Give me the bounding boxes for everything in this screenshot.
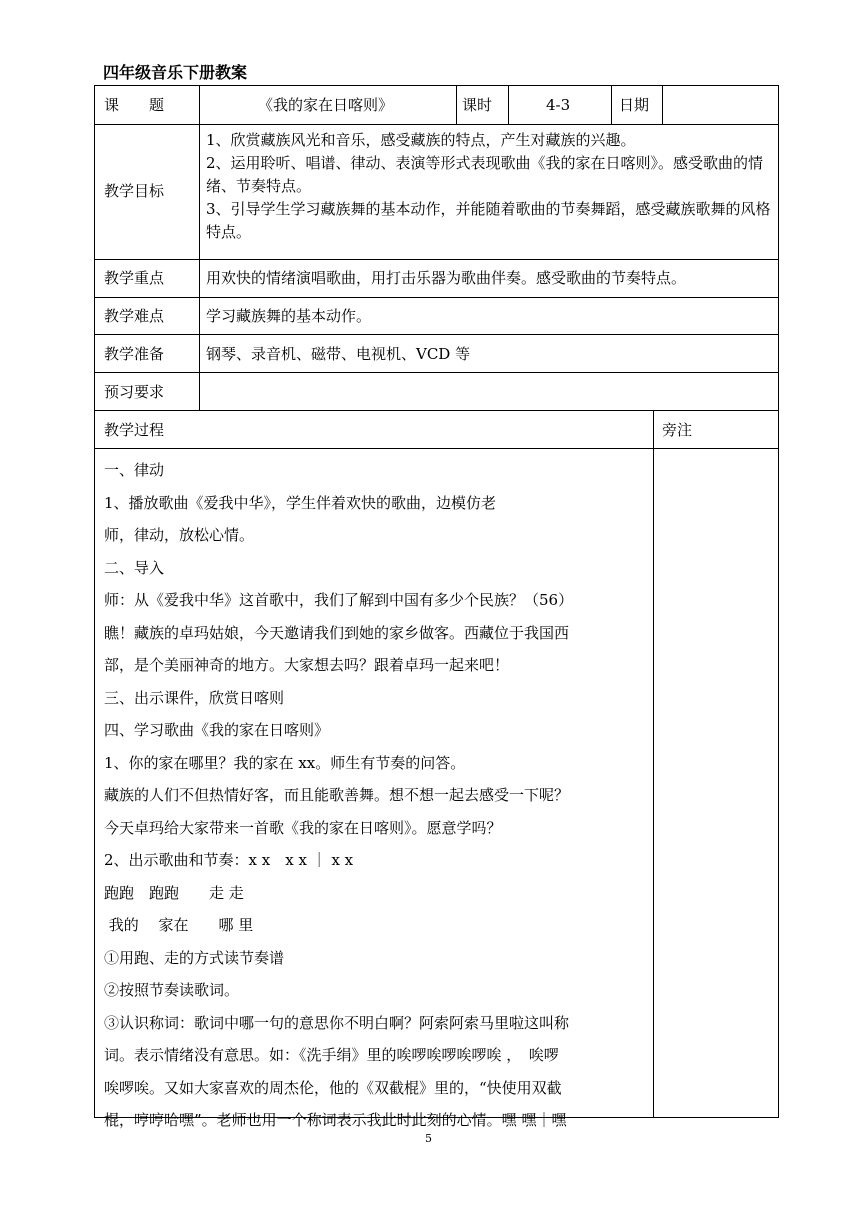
row-divider	[94, 334, 779, 335]
process-line: 1、你的家在哪里？我的家在 xx。师生有节奏的问答。	[104, 753, 466, 772]
process-line: 1、播放歌曲《爱我中华》，学生伴着欢快的歌曲，边模仿老	[104, 493, 497, 512]
column-divider	[662, 85, 663, 124]
goals-content	[206, 129, 772, 244]
process-line: 一、律动	[104, 461, 165, 479]
goal-item: 1、欣赏藏族风光和音乐，感受藏族的特点，产生对藏族的兴趣。	[206, 131, 636, 149]
process-line: ①用跑、走的方式读节奏谱	[104, 948, 285, 967]
preparation-label: 教学准备	[104, 345, 165, 363]
process-line: ③认识称词：歌词中哪一句的意思你不明白啊？阿索阿索马里啦这叫称	[104, 1013, 570, 1032]
period-label: 课时	[462, 96, 493, 114]
process-line: 二、导入	[104, 558, 165, 577]
process-line: 2、出示歌曲和节奏：x x x x ｜ x x	[104, 851, 354, 869]
process-line: 词。表示情绪没有意思。如：《洗手绢》里的唉啰唉啰唉啰唉 ， 唉啰	[104, 1046, 559, 1064]
column-divider	[611, 85, 612, 124]
column-divider	[199, 85, 200, 410]
process-line: 部，是个美丽神奇的地方。大家想去吗？跟着卓玛一起来吧！	[104, 656, 510, 674]
process-line: ②按照节奏读歌词。	[104, 981, 240, 999]
process-line: 唉啰唉。又如大家喜欢的周杰伦，他的《双截棍》里的，“快使用双截	[104, 1078, 562, 1097]
process-content	[104, 454, 649, 1137]
difficulties-value: 学习藏族舞的基本动作。	[206, 307, 372, 325]
process-line: 跑跑 跑跑 走 走	[104, 883, 244, 902]
process-line: 今天卓玛给大家带来一首歌《我的家在日喀则》。愿意学吗？	[104, 818, 502, 837]
process-line: 棍，哼哼哈嘿”。老师也用一个称词表示我此时此刻的心情。嘿 嘿｜嘿	[104, 1111, 567, 1129]
row-divider	[94, 372, 779, 373]
row-divider	[94, 410, 779, 411]
document-title: 四年级音乐下册教案	[103, 63, 248, 82]
column-divider	[508, 85, 509, 124]
topic-value: 《我的家在日喀则》	[258, 96, 394, 114]
column-divider	[456, 85, 457, 124]
process-line: 四、学习歌曲《我的家在日喀则》	[104, 721, 330, 739]
column-divider	[653, 410, 654, 1118]
process-line: 师：从《爱我中华》这首歌中，我们了解到中国有多少个民族？（56）	[104, 591, 574, 609]
topic-label: 课 题	[104, 96, 165, 114]
process-line: 师，律动，放松心情。	[104, 526, 255, 544]
key-points-label: 教学重点	[104, 269, 165, 287]
notes-label: 旁注	[662, 421, 693, 439]
process-label: 教学过程	[104, 421, 165, 439]
process-line: 瞧！藏族的卓玛姑娘，今天邀请我们到她的家乡做客。西藏位于我国西	[104, 623, 570, 642]
row-divider	[94, 297, 779, 298]
row-divider	[94, 124, 779, 125]
key-points-value: 用欢快的情绪演唱歌曲，用打击乐器为歌曲伴奏。感受歌曲的节奏特点。	[206, 269, 687, 287]
difficulties-label: 教学难点	[104, 307, 165, 325]
process-line: 三、出示课件，欣赏日喀则	[104, 688, 285, 707]
goal-item: 3、引导学生学习藏族舞的基本动作，并能随着歌曲的节奏舞蹈，感受藏族歌舞的风格特点。	[206, 200, 771, 241]
process-line: 我的 家在 哪 里	[104, 916, 254, 934]
row-divider	[94, 259, 779, 260]
page-number: 5	[425, 1132, 432, 1145]
process-line: 藏族的人们不但热情好客，而且能歌善舞。想不想一起去感受一下呢？	[104, 786, 570, 804]
preview-label: 预习要求	[104, 383, 165, 401]
period-value: 4-3	[546, 96, 571, 114]
goals-label: 教学目标	[104, 182, 165, 200]
row-divider	[94, 448, 779, 449]
preparation-value: 钢琴、录音机、磁带、电视机、VCD 等	[206, 345, 471, 363]
date-label: 日期	[619, 96, 650, 114]
goal-item: 2、运用聆听、唱谱、律动、表演等形式表现歌曲《我的家在日喀则》。感受歌曲的情绪、节奏特点。	[206, 154, 764, 195]
